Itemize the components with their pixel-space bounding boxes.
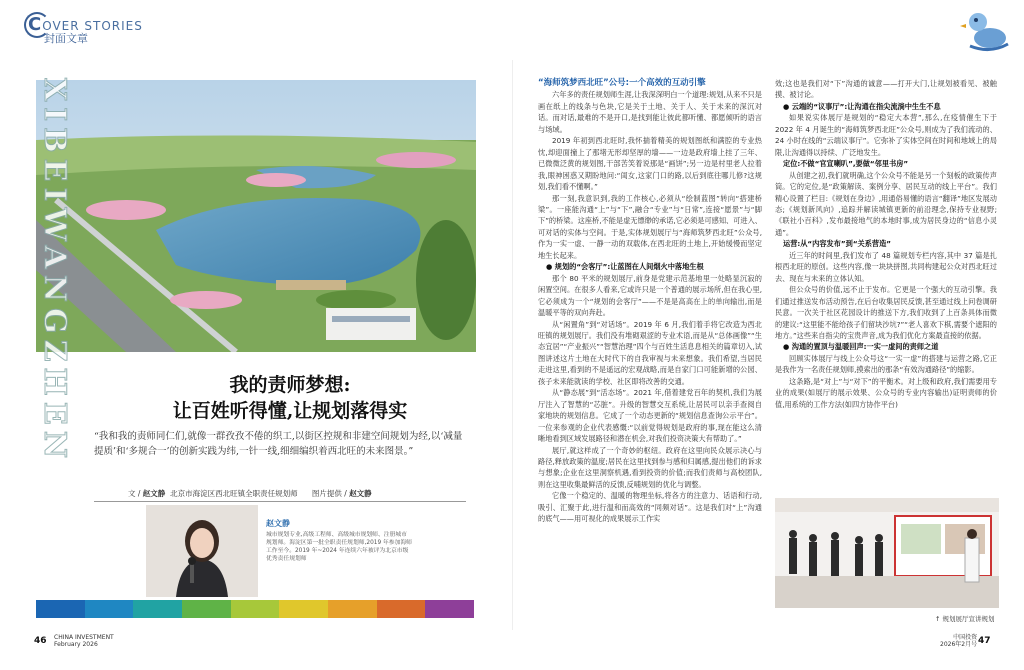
profile-name: 赵文静 xyxy=(266,519,290,528)
section-en-text: OVER STORIES xyxy=(42,19,143,33)
byline-photo-author: 赵文静 xyxy=(349,489,372,498)
feature-lead-quote: “我和我的责师同仁们,就像一群孜孜不倦的织工,以街区控规和非建空间规划为经,以‘减量提质’和‘多规合一’的创新实践为纬,一针一线,细细编织着西北旺的未来图景。” xyxy=(94,431,463,457)
park-aerial-photo xyxy=(36,80,476,352)
masthead-right xyxy=(940,634,977,648)
paragraph: 展厅,就这样成了一个奇妙的枢纽。政府在这里向民众展示决心与路径,释放政策的温度;居民在这里找到参与感和归属感,提出他们的诉求与想象;企业在这里洞察机遇,看到投资的价值;而我们责师与高校团队,则在这里收集最鲜活的反馈,反哺规划的优化与调整。 xyxy=(538,445,762,489)
paragraph: 但公众号的价值,远不止于发布。它更是一个强大的互动引擎。我们通过推送发布活动预告,在后台收集居民反馈,甚至通过线上问卷调研民意。一次关于社区花园设计的推送下方,我们收到了上百条具体而微的建议:“这里能不能给孩子们留块沙坑?”“老人喜欢下棋,需要个遮阳的地方。”这些来自指尖的宝贵声音,成为我们优化方案最直接的依据。 xyxy=(775,285,997,340)
photo-caption: ↑ 规划展厅宣讲规划 xyxy=(935,615,995,623)
byline-text-label: 文 xyxy=(128,489,136,498)
paragraph: 六年多的责任规划师生涯,让我深深明白一个道理:规划,从来不只是画在纸上的线条与色块,它是关于土地、关于人、关于未来的深沉对话。而对话,最难的不是开口,是找到能让彼此都听懂、都愿倾听的语言与场域。 xyxy=(538,90,762,134)
feature-title-line1: 我的责师梦想: xyxy=(229,374,351,396)
feature-title-line2: 让百姓听得懂,让规划落得实 xyxy=(172,400,408,422)
paragraph: 2019 年初到西北旺时,我怀揣着精美的规划图纸和满腔的专业热忱,却迎面撞上了那堵无形却坚厚的墙——一边是政府墙上挂了三年、已微微泛黄的规划图,干部苦笑着说那是“画饼”;另一边是村里老人拉着我,眼神困惑又期盼地问:“闺女,这家门口的路,以后到底往哪儿修?这规划,我们看不懂啊。” xyxy=(538,136,762,192)
subheading: ● 规划的“会客厅”:让蓝图在人间烟火中落地生根 xyxy=(546,262,704,272)
byline-org: 北京市海淀区西北旺镇全职责任规划师 xyxy=(170,489,298,498)
author-portrait xyxy=(146,505,258,597)
paragraph: 回顾实体展厅与线上公众号这“一实一虚”的搭建与运营之路,它正是我作为一名责任规划师,摸索出的那条“有效沟通路径”的缩影。 xyxy=(775,353,997,375)
masthead-left-title: CHINA INVESTMENT xyxy=(54,634,114,641)
gutter-divider xyxy=(512,60,513,630)
masthead-left xyxy=(54,634,114,648)
byline: 文 / 赵文静 北京市海淀区西北旺镇全职责任规划师 图片提供 / 赵文静 xyxy=(128,489,372,498)
page-number-right: 47 xyxy=(978,636,991,646)
paragraph: 从“闲置角”到“对话场”。2019 年 6 月,我们着手将它改造为西北旺镇的规划展厅。我们没有堆砌艰涩的专业术语,而是从“总体画像”“生态宜居”“产业振兴”“智慧治理”四个与百姓生活息息相关的篇章切入,试图讲述这片土地在大时代下的自我审视与未来想象。我们希望,当居民走进这里,看到的不是遥远的宏观战略,而是自家门口可能新增的公园、孩子未来能就读的学校、社区即将改善的交通。 xyxy=(538,319,762,386)
section-label-cn: 封面文章 xyxy=(44,32,88,45)
color-bar-segment xyxy=(36,600,85,618)
section-prefix: C xyxy=(28,14,43,35)
vertical-decorative-name: XIBEIWANGZHEN xyxy=(37,78,72,465)
paragraph: 这条路,是“对上”与“对下”的平衡术。对上级和政府,我们需要用专业的成果(如展厅的展示效果、公众号的专业内容输出)证明责师的价值,用系统的工作方法(如四方协作平台) xyxy=(775,376,997,409)
color-bar-segment xyxy=(279,600,328,618)
paragraph: 近三年的时间里,我们发布了 48 篇规划专栏内容,其中 37 篇是扎根西北旺的原创。这些内容,像一块块拼图,共同构建起公众对西北旺过去、现在与未来的立体认知。 xyxy=(775,250,997,283)
subheading: 定位:不做“官宣喇叭”,要做“邻里书房” xyxy=(783,159,909,169)
color-bar-segment xyxy=(182,600,231,618)
decorative-color-bar xyxy=(36,600,474,618)
exhibition-hall-photo xyxy=(775,498,999,608)
subheading: 运营:从“内容发布”到“关系营造” xyxy=(783,239,892,249)
byline-rule xyxy=(94,501,466,502)
color-bar-segment xyxy=(328,600,377,618)
mascot-logo-icon xyxy=(960,8,1010,52)
byline-author: 赵文静 xyxy=(142,489,166,498)
paragraph: 它像一个稳定的、温暖的物理坐标,将各方的注意力、话语和行动,吸引、汇聚于此,进行温和而高效的“同频对话”。这是我们对“上”沟通的底气——用可视化的成果展示工作实 xyxy=(538,491,762,524)
profile-bio: 城市规划专业,高级工程师、高级城市规划师、注册城市规划师。海淀区第一批全职责任规划师,2019 年参加海师工作至今。2019 年~2024 年连续六年被评为北京市级优秀责任规划师 xyxy=(266,532,412,562)
paragraph: 从“静态展”到“活态场”。2021 年,借着建党百年的契机,我们为展厅注入了智慧的“芯脏”。升级的智慧交互系统,让居民可以亲手查阅自家地块的规划信息。它成了一个动态更新的“规划信息查询公示平台”。一位来参观的企业代表感慨:“以前觉得规划是政府的事,现在能这么清晰地看到区域发展路径和潜在机会,对我们投资决策大有帮助了。” xyxy=(538,388,762,444)
color-bar-segment xyxy=(231,600,280,618)
article-column-right xyxy=(775,78,997,410)
color-bar-segment xyxy=(377,600,426,618)
color-bar-segment xyxy=(133,600,182,618)
subheading: ● 沟通的置顶与温暖回声:一实一虚间的责师之道 xyxy=(783,342,939,352)
masthead-left-date: February 2026 xyxy=(54,641,98,648)
paragraph: 如果说实体展厅是规划的“稳定大本营”,那么,在疫情催生下于 2022 年 4 月诞生的“海师筑梦西北旺”公众号,则成为了我们流动的、24 小时在线的“云端议事厅”。它弥补了实体空间在时间和地域上的局限,让沟通得以持续、广泛地发生。 xyxy=(775,113,997,157)
column-heading: “海师筑梦西北旺”公号:一个高效的互动引擎 xyxy=(538,78,706,88)
color-bar-segment xyxy=(425,600,474,618)
masthead-right-title: 中国投资 xyxy=(953,634,978,641)
paragraph: 效;这也是我们对“下”沟通的诚意——打开大门,让规划被看见、被触摸、被讨论。 xyxy=(775,79,997,100)
byline-photo-label: 图片提供 xyxy=(311,489,342,498)
article-column-left xyxy=(538,78,762,525)
masthead-right-date: 2026年2月号 xyxy=(940,641,978,648)
paragraph: 那一刻,我意识到,我的工作核心,必须从“绘制蓝图”转向“搭建桥梁”。一座能沟通“上”与“下”,融合“专业”与“日常”,连接“愿景”与“脚下”的桥梁。这座桥,不能是虚无缥缈的承诺,它必须是可感知、可进入、可对话的实体与空间。于是,实体规划展厅与“海师筑梦西北旺”公众号,作为一实一虚、一静一动的双载体,在西北旺的土地上,开始缓慢而坚定地生长起来。 xyxy=(538,193,762,260)
paragraph: 那个 80 平米的规划展厅,前身是党建示范基地里一处略显沉寂的闲置空间。在很多人看来,它或许只是一个普通的展示场所,但在我心里,它必须成为一个“规划的会客厅”——不是是高高在上的单向输出,而是温暖平等的双向奔赴。 xyxy=(538,273,762,318)
page-number-left: 46 xyxy=(34,636,47,646)
paragraph: 从创建之初,我们就明确,这个公众号不能是另一个刻板的政策传声筒。它的定位,是“政策解读、案例分享、居民互动的线上平台”。我们精心设置了栏目:《规划在身边》,用通俗易懂的语言“翻译”地区发展动态;《规划新风向》,追踪并解读城镇更新的前沿理念,保持专业视野;《联社小百科》,发布最接地气的本地时事,成为居民身边的“信息小灵通”。 xyxy=(775,170,997,237)
color-bar-segment xyxy=(85,600,134,618)
subheading: ● 云端的“议事厅”:让沟通在指尖流淌中生生不息 xyxy=(783,101,941,111)
